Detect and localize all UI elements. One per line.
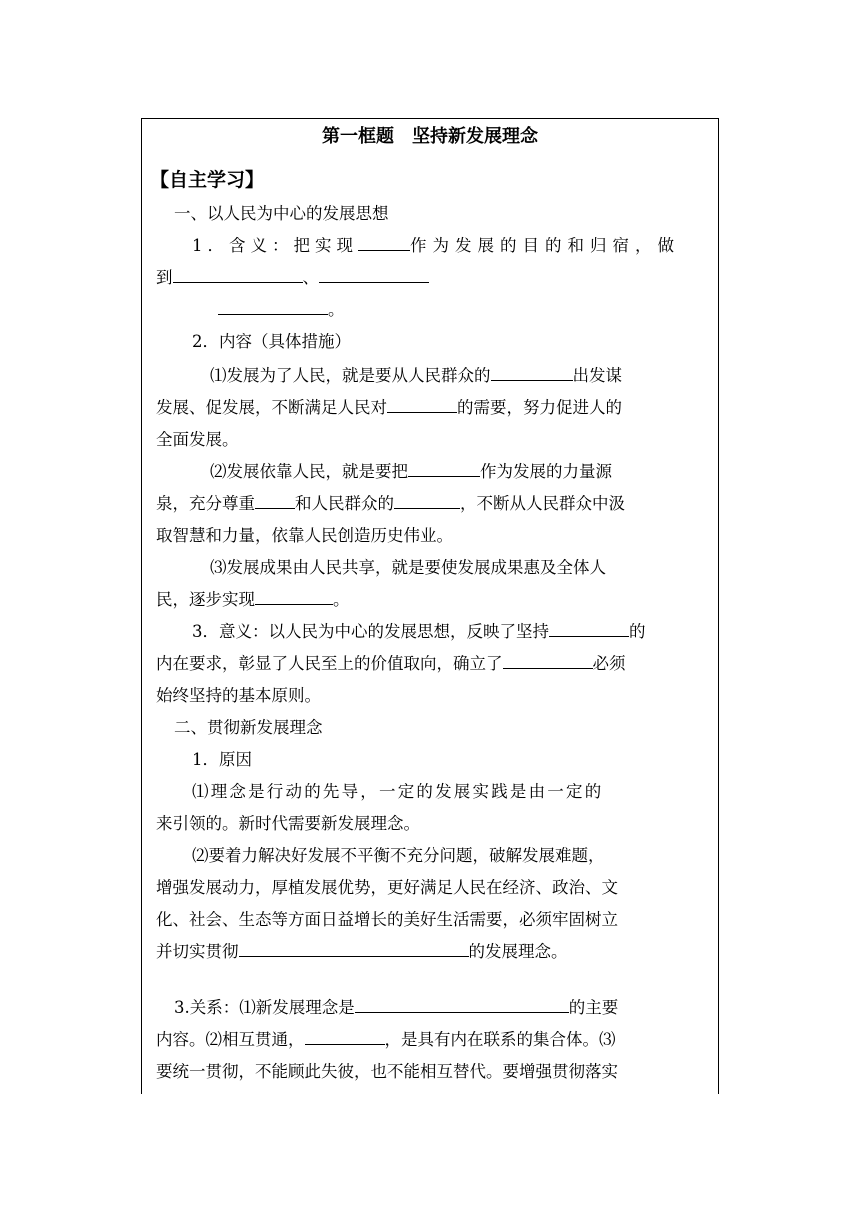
fill-blank[interactable] [394, 490, 460, 509]
paragraph-line: ⑵要着力解决好发展不平衡不充分问题，破解发展难题， [192, 846, 605, 865]
paragraph-line: 发展、促发展，不断满足人民对 的需要，努力促进人的 [156, 393, 710, 423]
paragraph-line: ⑴发展为了人民，就是要从人民群众的 出发谋 [210, 361, 764, 391]
paragraph-line: ⑴理念是行动的先导，一定的发展实践是由一定的 [192, 782, 604, 801]
paragraph-line: ⑶发展成果由人民共享，就是要使发展成果惠及全体人 [210, 558, 606, 577]
heading-1: 二、贯彻新发展理念 [174, 718, 323, 737]
paragraph-line: 并切实贯彻 的发展理念。 [156, 937, 710, 967]
fill-blank[interactable] [549, 618, 629, 637]
heading-2: 2．内容（具体措施） [192, 332, 351, 351]
fill-blank[interactable] [218, 296, 328, 315]
heading-2: 1．原因 [192, 750, 252, 769]
paragraph-line: 3．意义：以人民为中心的发展思想，反映了坚持 的 [192, 617, 746, 647]
paragraph-line: 民，逐步实现 。 [156, 585, 710, 615]
paragraph-line: 来引领的。新时代需要新发展理念。 [156, 814, 420, 833]
fill-blank[interactable] [355, 994, 569, 1013]
heading-1: 一、以人民为中心的发展思想 [174, 204, 389, 223]
fill-blank[interactable] [358, 232, 410, 251]
section-heading: 【自主学习】 [150, 169, 265, 191]
page-title: 第一框题 坚持新发展理念 [322, 126, 538, 147]
worksheet-table [141, 118, 719, 1094]
paragraph-line: 泉，充分尊重 和人民群众的 ，不断从人民群众中汲 [156, 489, 710, 519]
fill-blank[interactable] [255, 586, 333, 605]
fill-blank[interactable] [305, 1026, 385, 1045]
paragraph-line: 要统一贯彻，不能顾此失彼，也不能相互替代。要增强贯彻落实 [156, 1062, 618, 1081]
paragraph-line: 。 [218, 295, 772, 325]
fill-blank[interactable] [408, 458, 480, 477]
paragraph-line: 化、社会、生态等方面日益增长的美好生活需要，必须牢固树立 [156, 910, 618, 929]
fill-blank[interactable] [503, 650, 593, 669]
fill-blank[interactable] [239, 938, 469, 957]
paragraph-line: ⑵发展依靠人民，就是要把 作为发展的力量源 [210, 457, 764, 487]
paragraph-line: 内容。⑵相互贯通， ，是具有内在联系的集合体。⑶ [156, 1025, 710, 1055]
fill-blank[interactable] [255, 490, 295, 509]
paragraph-line: 内在要求，彰显了人民至上的价值取向，确立了 必须 [156, 649, 710, 679]
fill-blank[interactable] [173, 264, 303, 283]
fill-blank[interactable] [387, 394, 457, 413]
paragraph-line: 1．含义：把实现 作为发展的目的和归宿，做 [192, 231, 710, 261]
paragraph-line: 全面发展。 [156, 430, 239, 449]
paragraph-line: 3.关系：⑴新发展理念是 的主要 [174, 993, 728, 1023]
fill-blank[interactable] [319, 264, 429, 283]
paragraph-line: 增强发展动力，厚植发展优势，更好满足人民在经济、政治、文 [156, 878, 618, 897]
fill-blank[interactable] [491, 362, 573, 381]
paragraph-line: 始终坚持的基本原则。 [156, 686, 321, 705]
paragraph-line: 取智慧和力量，依靠人民创造历史伟业。 [156, 526, 453, 545]
paragraph-line: 到 、 [156, 263, 710, 293]
